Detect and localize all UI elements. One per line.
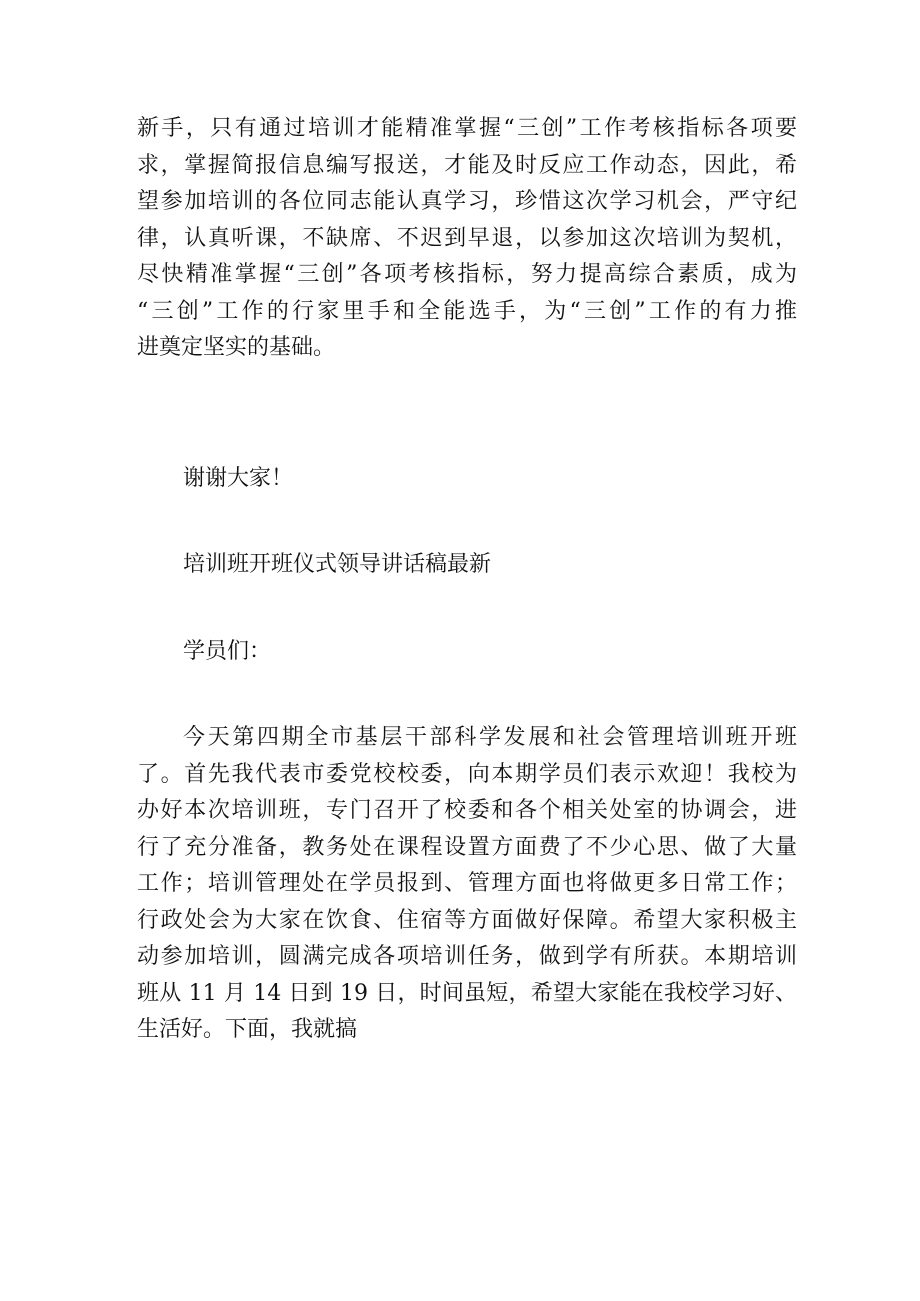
- text-line: 今天第四期全市基层干部科学发展和社会管理培训班开班: [183, 725, 797, 750]
- salutation: 学员们：: [183, 639, 272, 664]
- text-line: 班从 11 月 14 日到 19 日，时间虽短，希望大家能在我校学习好、: [137, 980, 797, 1006]
- text-line: 生活好。下面，我就搞: [137, 1017, 358, 1042]
- text-line: 律，认真听课，不缺席、不迟到早退，以参加这次培训为契机，: [137, 225, 797, 251]
- speech-body-paragraph: [137, 720, 797, 1049]
- text-line: 进奠定坚实的基础。: [137, 335, 336, 360]
- text-line: 行政处会为大家在饮食、住宿等方面做好保障。希望大家积极主: [137, 907, 797, 933]
- text-line: “三创”工作的行家里手和全能选手，为“三创”工作的有力推: [137, 298, 797, 324]
- text-line: 了。首先我代表市委党校校委，向本期学员们表示欢迎！我校为: [137, 761, 797, 787]
- text-line: 行了充分准备，教务处在课程设置方面费了不少心思、做了大量: [137, 834, 797, 860]
- paragraph-continued: [137, 111, 797, 367]
- speech-title: 培训班开班仪式领导讲话稿最新: [183, 552, 492, 577]
- text-line: 求，掌握简报信息编写报送，才能及时反应工作动态，因此，希: [137, 152, 797, 178]
- text-line: 望参加培训的各位同志能认真学习，珍惜这次学习机会，严守纪: [137, 189, 797, 214]
- text-line: 办好本次培训班，专门召开了校委和各个相关处室的协调会，进: [137, 798, 797, 823]
- text-line: 工作；培训管理处在学员报到、管理方面也将做更多日常工作；: [137, 871, 797, 896]
- text-line: 新手，只有通过培训才能精准掌握“三创”工作考核指标各项要: [137, 116, 797, 141]
- text-line: 尽快精准掌握“三创”各项考核指标，努力提高综合素质，成为: [137, 262, 797, 287]
- text-line: 动参加培训，圆满完成各项培训任务，做到学有所获。本期培训: [137, 944, 797, 969]
- thanks-line: 谢谢大家！: [183, 466, 294, 491]
